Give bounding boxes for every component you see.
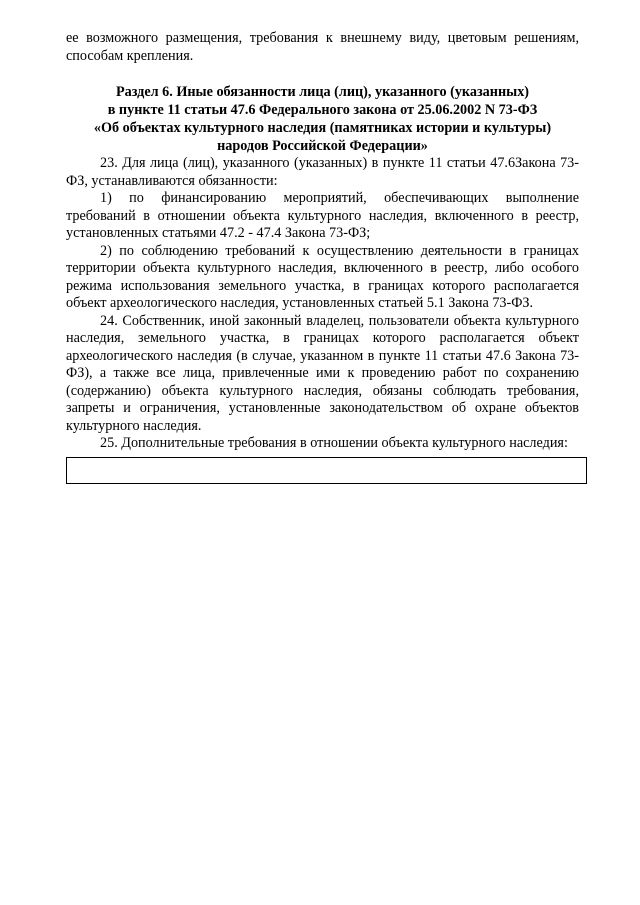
paragraph-23: 23. Для лица (лиц), указанного (указанных) в пункте 11 статьи 47.6Закона 73-ФЗ, устанавливаются обязанности: — [66, 155, 579, 189]
paragraph-23-item-2: 2) по соблюдению требований к осуществлению деятельности в границах территории объекта культурного наследия, включенного в реестр, либо особого режима использования земельного участка, в границах которого располагается объект археологического наследия, установленных статьей 5.1 Закона 73-ФЗ. — [66, 242, 579, 311]
paragraph-24: 24. Собственник, иной законный владелец, пользователи объекта культурного наследия, земельного участка, в границах которого располагается объект археологического наследия (в случае, указанном в пункте 11 статьи 47.6 Закона 73-ФЗ), а также все лица, привлеченные ими к проведению работ по сохранению (содержанию) объекта культурного наследия, обязаны соблюдать требования, запреты и ограничения, установленные законодательством об охране объектов культурного наследия. — [66, 312, 579, 434]
paragraph-25: 25. Дополнительные требования в отношении объекта культурного наследия: — [100, 435, 568, 451]
section-title-line-4: народов Российской Федерации» — [217, 138, 428, 154]
section-6-title — [66, 83, 579, 155]
section-title-line-1: Раздел 6. Иные обязанности лица (лиц), указанного (указанных) — [115, 84, 530, 100]
additional-requirements-field[interactable] — [66, 457, 587, 484]
paragraph-23-item-1: 1) по финансированию мероприятий, обеспечивающих выполнение требований в отношении объекта культурного наследия, включенного в реестр, установленных статьями 47.2 - 47.4 Закона 73-ФЗ; — [66, 190, 579, 241]
intro-paragraph: ее возможного размещения, требования к внешнему виду, цветовым решениям, способам крепления. — [66, 30, 579, 64]
section-title-line-3: «Об объектах культурного наследия (памятниках истории и культуры) — [93, 120, 552, 136]
section-title-line-2: в пункте 11 статьи 47.6 Федерального закона от 25.06.2002 N 73-ФЗ — [107, 102, 538, 118]
document-page — [66, 30, 579, 484]
